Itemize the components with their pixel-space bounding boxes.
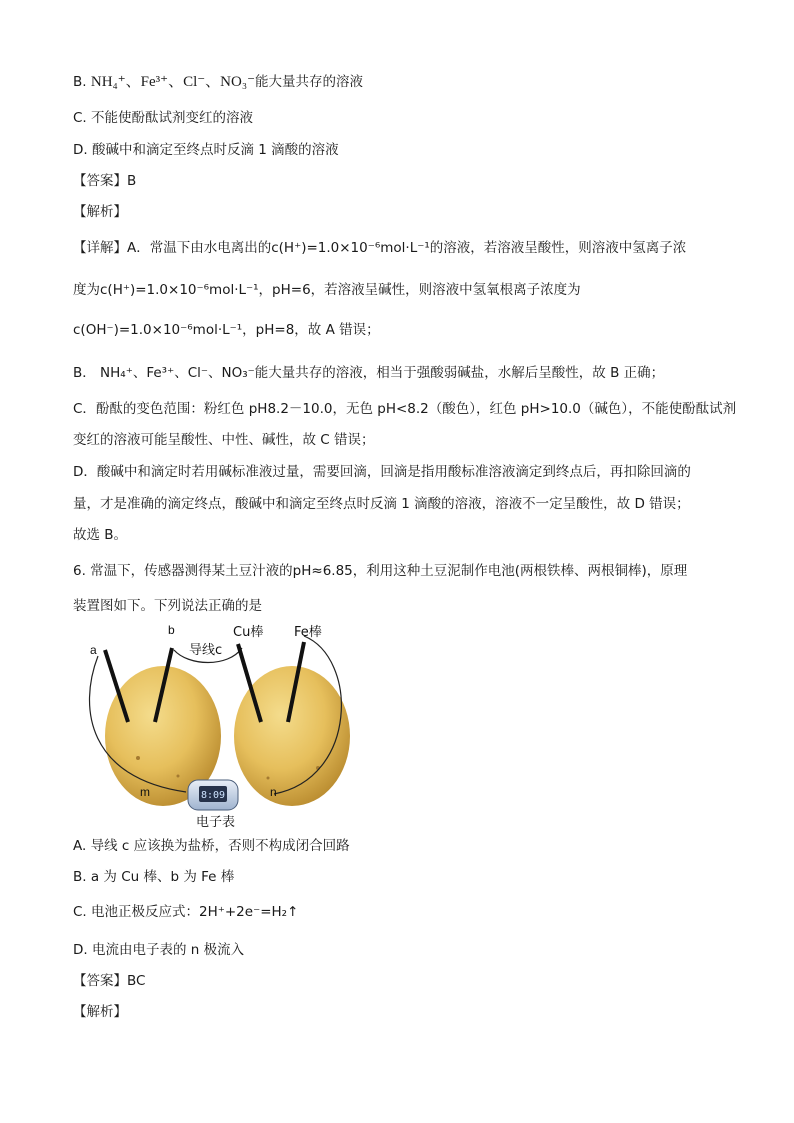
meter-display: 8:09 xyxy=(200,790,226,801)
detail-line-7: D．酸碱中和滴定时若用碱标准液过量，需要回滴，回滴是指用酸标准溶液滴定到终点后，再扣除回滴的 xyxy=(73,464,691,480)
option-b-ions: NH₄⁺、Fe³⁺、Cl⁻、NO₃⁻ xyxy=(90,74,255,90)
label-wire-c: 导线c xyxy=(189,643,223,658)
meter-label: 电子表 xyxy=(196,815,236,830)
detail-line-2: 度为c(H⁺)=1.0×10⁻⁶mol·L⁻¹，pH=6，若溶液呈碱性，则溶液中氢氧根离子浓度为 xyxy=(73,282,581,298)
option-b-prev xyxy=(73,72,363,92)
label-a: a xyxy=(90,643,97,657)
detail-line-8: 量，才是准确的滴定终点，酸碱中和滴定至终点时反滴 1 滴酸的溶液，溶液不一定呈酸性，故 D 错误； xyxy=(73,496,690,512)
option-6-a: A. 导线 c 应该换为盐桥，否则不构成闭合回路 xyxy=(73,838,350,854)
option-b-prefix: B. xyxy=(73,74,87,90)
option-c-prev: C. 不能使酚酞试剂变红的溶液 xyxy=(73,110,254,126)
answer-6: 【答案】BC xyxy=(73,973,146,989)
option-6-b: B. a 为 Cu 棒、b 为 Fe 棒 xyxy=(73,869,235,885)
detail-line-3: c(OH⁻)=1.0×10⁻⁶mol·L⁻¹，pH=8，故 A 错误； xyxy=(73,322,380,338)
label-cu: Cu棒 xyxy=(233,625,264,640)
option-6-c: C. 电池正极反应式：2H⁺+2e⁻=H₂↑ xyxy=(73,904,299,920)
detail-line-6: 变红的溶液可能呈酸性、中性、碱性，故 C 错误； xyxy=(73,432,375,448)
label-fe: Fe棒 xyxy=(294,625,322,640)
analysis-6: 【解析】 xyxy=(73,1004,127,1020)
label-n: n xyxy=(270,785,277,799)
label-m: m xyxy=(140,785,150,799)
question-6-line-2: 装置图如下。下列说法正确的是 xyxy=(73,598,262,614)
option-b-suffix: 能大量共存的溶液 xyxy=(255,74,363,90)
answer-5: 【答案】B xyxy=(73,173,137,189)
question-6-line-1: 6. 常温下，传感器测得某土豆汁液的pH≈6.85，利用这种土豆泥制作电池(两根铁棒、两根铜棒)，原理 xyxy=(73,563,688,579)
detail-line-1: 【详解】A．常温下由水电离出的c(H⁺)=1.0×10⁻⁶mol·L⁻¹的溶液，若溶液呈酸性，则溶液中氢离子浓 xyxy=(73,240,687,256)
option-d-prev: D. 酸碱中和滴定至终点时反滴 1 滴酸的溶液 xyxy=(73,142,339,158)
detail-line-5: C．酚酞的变色范围：粉红色 pH8.2－10.0，无色 pH<8.2（酸色），红色 pH>10.0（碱色），不能使酚酞试剂 xyxy=(73,401,737,417)
detail-line-4: B． NH₄⁺、Fe³⁺、Cl⁻、NO₃⁻能大量共存的溶液，相当于强酸弱碱盐，水解后呈酸性，故 B 正确； xyxy=(73,365,665,381)
option-6-d: D. 电流由电子表的 n 极流入 xyxy=(73,942,245,958)
label-b: b xyxy=(168,623,175,637)
potato-battery-figure xyxy=(78,618,368,830)
detail-line-9: 故选 B。 xyxy=(73,527,128,543)
analysis-5: 【解析】 xyxy=(73,204,127,220)
